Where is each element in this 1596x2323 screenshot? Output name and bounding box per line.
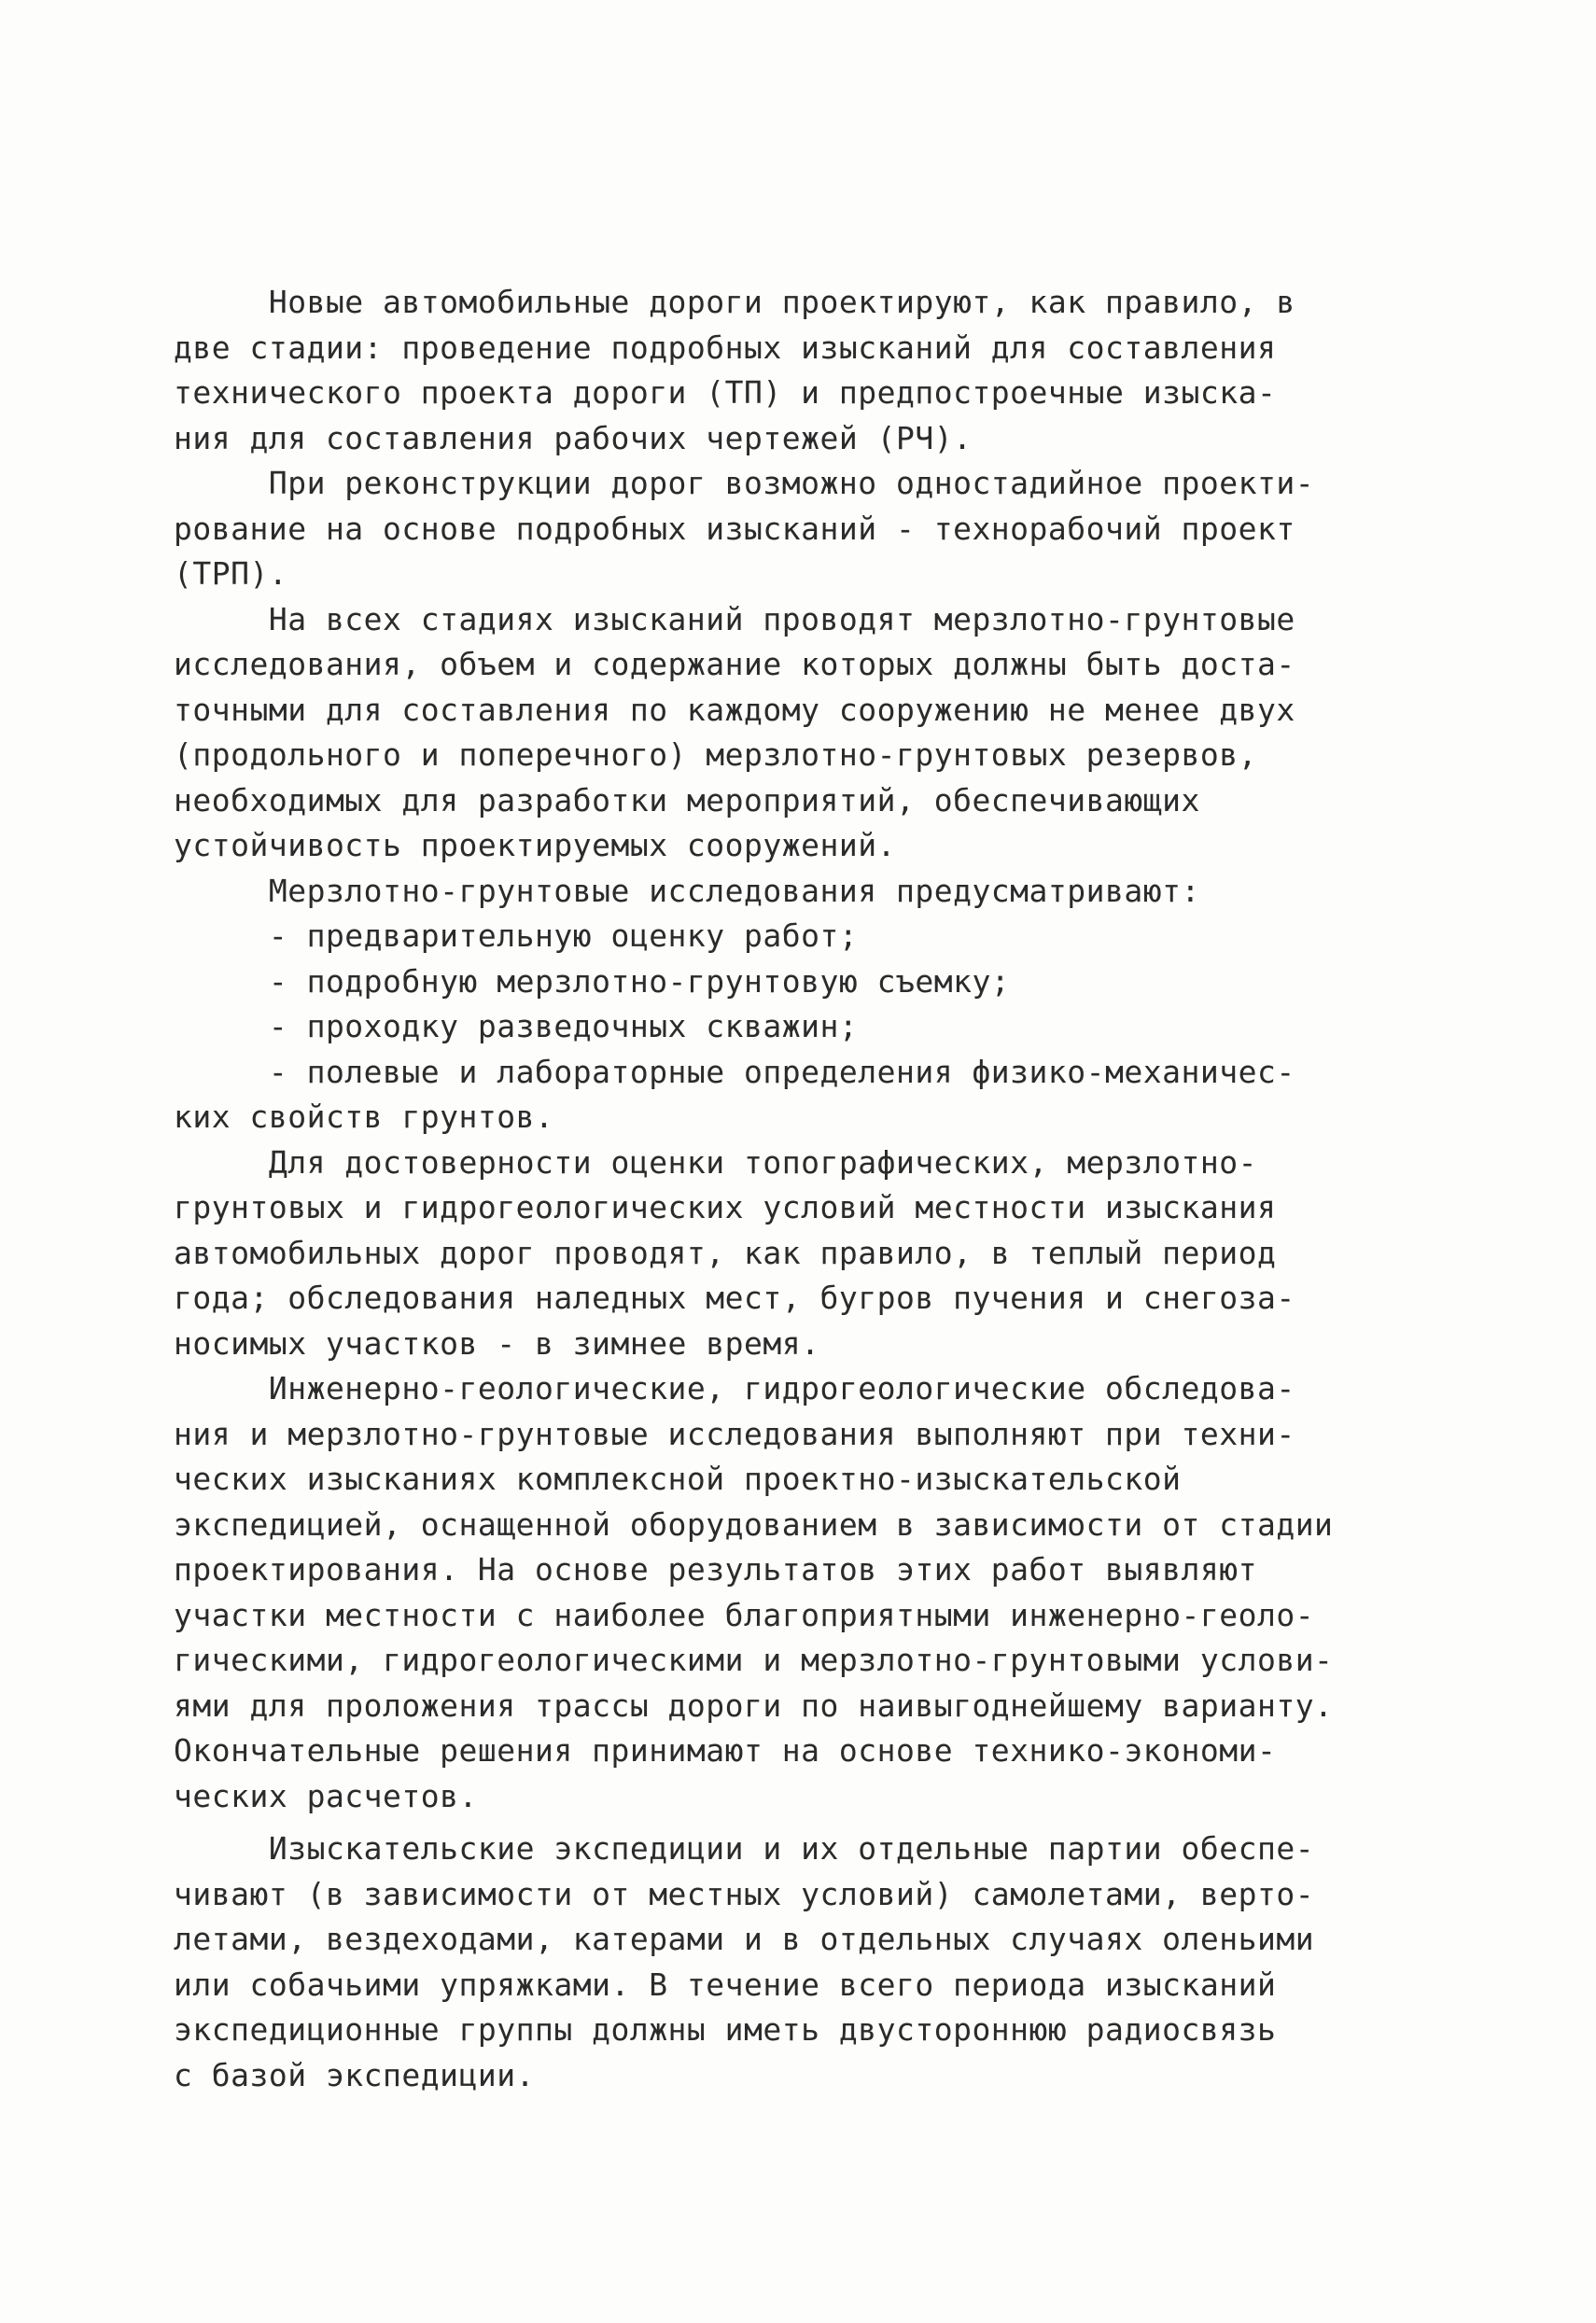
text-line: автомобильных дорог проводят, как правило, в теплый период xyxy=(174,1234,1277,1271)
list-item: - полевые и лабораторные определения физико-механичес- xyxy=(174,1053,1295,1090)
text-line: экспедиционные группы должны иметь двустороннюю радиосвязь xyxy=(174,2011,1277,2048)
text-line: гическими, гидрогеологическими и мерзлотно-грунтовыми услови- xyxy=(174,1642,1334,1678)
text-line: с базой экспедиции. xyxy=(174,2056,535,2093)
text-line: Для достоверности оценки топографических, мерзлотно- xyxy=(174,1143,1257,1181)
text-line: Окончательные решения принимают на основе технико-экономи- xyxy=(174,1732,1277,1769)
text-line: носимых участков - в зимнее время. xyxy=(174,1324,820,1362)
text-line: устойчивость проектируемых сооружений. xyxy=(174,827,896,863)
text-line: Мерзлотно-грунтовые исследования предусматривают: xyxy=(174,872,1200,909)
text-line: (ТРП). xyxy=(174,555,288,592)
text-line: технического проекта дороги (ТП) и предпостроечные изыска- xyxy=(174,374,1277,411)
text-line: Инженерно-геологические, гидрогеологические обследова- xyxy=(174,1370,1295,1406)
text-line: точными для составления по каждому сооружению не менее двух xyxy=(174,691,1295,728)
text-line: Новые автомобильные дороги проектируют, как правило, в xyxy=(174,284,1295,320)
text-line: ния и мерзлотно-грунтовые исследования выполняют при техни- xyxy=(174,1415,1295,1452)
body-text xyxy=(174,280,1334,2098)
text-line: две стадии: проведение подробных изысканий для составления xyxy=(174,329,1277,366)
text-line: Изыскательские экспедиции и их отдельные партии обеспе- xyxy=(174,1830,1315,1867)
text-line: участки местности с наиболее благоприятными инженерно-геоло- xyxy=(174,1596,1315,1633)
text-line: (продольного и поперечного) мерзлотно-грунтовых резервов, xyxy=(174,736,1257,773)
text-line: года; обследования наледных мест, бугров пучения и снегоза- xyxy=(174,1280,1295,1316)
list-item: - подробную мерзлотно-грунтовую съемку; xyxy=(174,962,1011,1000)
list-item: - предварительную оценку работ; xyxy=(174,917,859,954)
text-line: необходимых для разработки мероприятий, обеспечивающих xyxy=(174,781,1200,819)
text-line: исследования, объем и содержание которых должны быть доста- xyxy=(174,646,1295,682)
text-line: ческих расчетов. xyxy=(174,1777,478,1814)
text-line: ния для составления рабочих чертежей (РЧ). xyxy=(174,419,973,456)
text-line: На всех стадиях изысканий проводят мерзлотно-грунтовые xyxy=(174,600,1295,637)
text-line: грунтовых и гидрогеологических условий местности изыскания xyxy=(174,1189,1277,1225)
text-line: ческих изысканиях комплексной проектно-изыскательской xyxy=(174,1461,1182,1497)
text-line: ких свойств грунтов. xyxy=(174,1099,554,1135)
list-item: - проходку разведочных скважин; xyxy=(174,1008,859,1044)
text-line: проектирования. На основе результатов этих работ выявляют xyxy=(174,1551,1257,1588)
text-line: летами, вездеходами, катерами и в отдельных случаях оленьими xyxy=(174,1921,1315,1957)
text-line: ями для проложения трассы дороги по наивыгоднейшему варианту. xyxy=(174,1686,1334,1724)
text-line: или собачьими упряжками. В течение всего периода изысканий xyxy=(174,1966,1277,2003)
text-line: рование на основе подробных изысканий - технорабочий проект xyxy=(174,510,1295,547)
text-line: чивают (в зависимости от местных условий) самолетами, верто- xyxy=(174,1875,1315,1912)
text-line: экспедицией, оснащенной оборудованием в зависимости от стадии xyxy=(174,1505,1334,1543)
text-line: При реконструкции дорог возможно одностадийное проекти- xyxy=(174,465,1315,501)
